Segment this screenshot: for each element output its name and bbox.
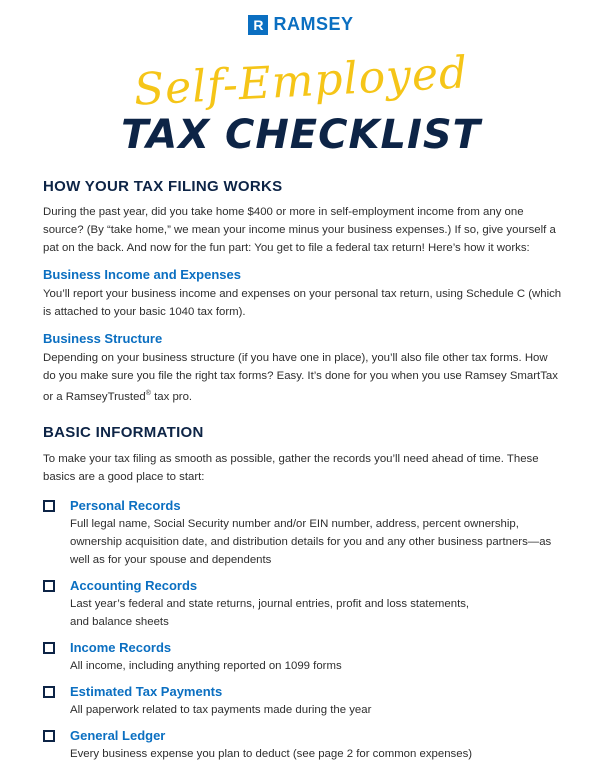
checkbox[interactable]: [43, 580, 55, 592]
checklist-item-income-records: [43, 640, 563, 675]
checklist-item-title: Accounting Records: [70, 577, 198, 593]
checkbox[interactable]: [43, 642, 55, 654]
business-income-text: You’ll report your business income and expenses on your personal tax return, using Schedule C (which is attached to your basic 1040 tax form).: [43, 288, 562, 318]
checklist-item-title: Personal Records: [70, 497, 181, 513]
ramsey-logo: [0, 14, 602, 35]
checkbox[interactable]: [43, 500, 55, 512]
checklist-item-general-ledger: [43, 728, 563, 763]
checklist-item-text: All paperwork related to tax payments made during the year: [70, 703, 372, 716]
registered-mark: ®: [145, 390, 151, 397]
section-heading-filing: HOW YOUR TAX FILING WORKS: [43, 178, 283, 195]
checklist-item-title: General Ledger: [70, 727, 166, 743]
subheading-business-income: Business Income and Expenses: [43, 267, 241, 282]
script-title: Self-Employed: [132, 47, 470, 116]
ramsey-logo-text: RAMSEY: [273, 14, 354, 34]
checklist-item-text: Last year’s federal and state returns, journal entries, profit and loss statements, and balance sheets: [70, 597, 470, 628]
filing-intro: During the past year, did you take home $400 or more in self-employment income from any one source? (By “take home,” we mean your income minus your business expenses.) If so, give yourself a pat on the back. And now for the fun part: You get to file a federal tax return! Here’s how it works:: [43, 206, 556, 254]
checklist-item-personal-records: [43, 498, 563, 569]
ramsey-logo-icon: R: [248, 15, 268, 35]
checklist-item-text: All income, including anything reported on 1099 forms: [70, 659, 342, 672]
business-structure-text-main: Depending on your business structure (if you have one in place), you’ll also file other tax forms. How do you make sure you file the right tax forms? Easy. It’s done for you when you use Ramsey SmartTax or a RamseyTrusted: [43, 352, 558, 403]
page-title: TAX CHECKLIST: [121, 112, 481, 158]
checklist-item-text: Every business expense you plan to deduct (see page 2 for common expenses): [70, 747, 473, 760]
checklist-item-title: Income Records: [70, 639, 172, 655]
checklist-item-accounting-records: [43, 578, 563, 631]
business-structure-text-end: tax pro.: [150, 390, 193, 403]
checklist-item-title: Estimated Tax Payments: [70, 683, 223, 699]
checkbox[interactable]: [43, 730, 55, 742]
checkbox[interactable]: [43, 686, 55, 698]
checklist-item-estimated-tax: [43, 684, 563, 719]
subheading-business-structure: Business Structure: [43, 331, 163, 346]
section-heading-basic-info: BASIC INFORMATION: [43, 423, 204, 441]
checklist-item-text: Full legal name, Social Security number and/or EIN number, address, percent ownership, ownership acquisition date, and distribution details for you and any other business partners—as well as for your spouse and dependents: [70, 517, 552, 566]
basic-info-intro: To make your tax filing as smooth as possible, gather the records you’ll need ahead of time. These basics are a good place to start:: [43, 452, 539, 483]
document-body: [43, 178, 563, 763]
business-structure-text: [43, 349, 563, 406]
